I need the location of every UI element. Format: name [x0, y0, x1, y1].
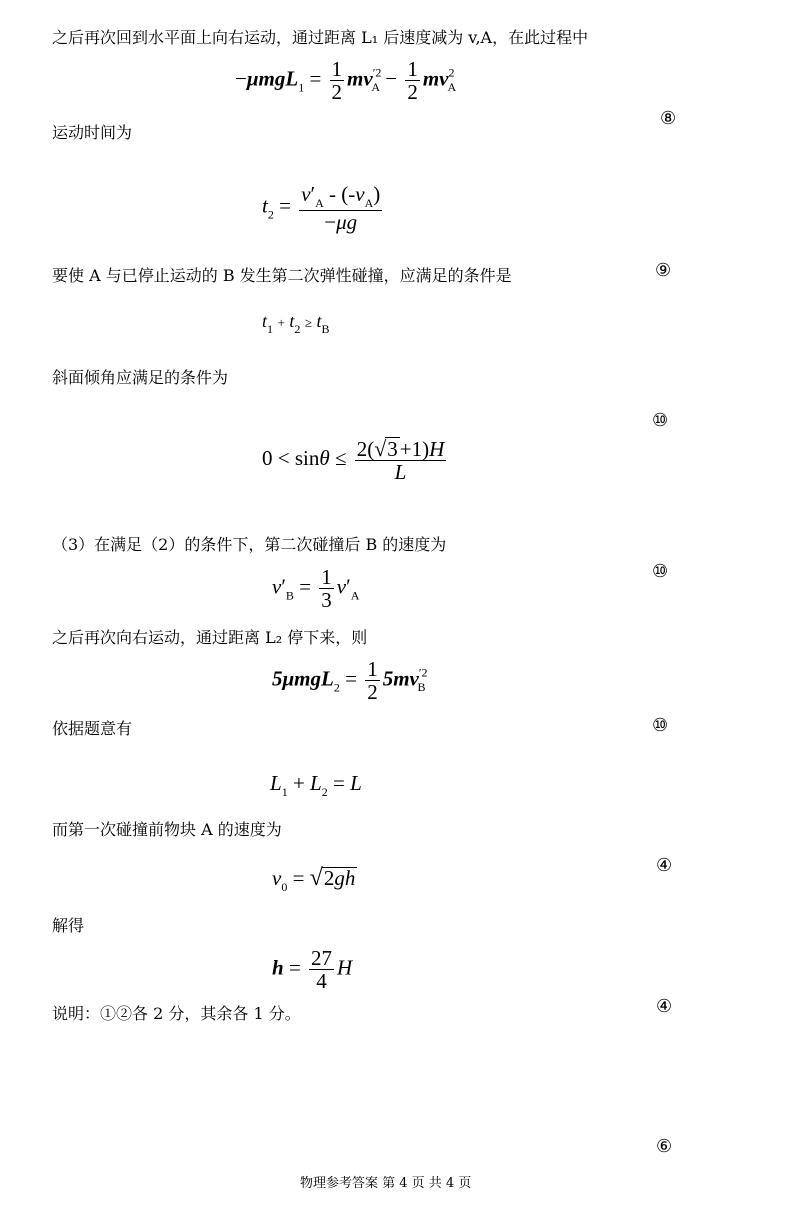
marker-4b: ④ [656, 996, 673, 1017]
text-line-3: 要使 A 与已停止运动的 B 发生第二次弹性碰撞，应满足的条件是 [52, 266, 512, 285]
marker-8: ⑧ [660, 108, 677, 129]
equation-4: 0 < sinθ ≤ $\frac{2(√3+1)H}{L}$ [262, 436, 445, 485]
marker-10a: ⑩ [652, 410, 669, 431]
equation-9: h = $\frac{27}{4}$ H [272, 946, 353, 994]
text-line-7: 依据题意有 [52, 719, 133, 738]
page-footer: 物理参考答案 第 4 页 共 4 页 [300, 1176, 472, 1191]
text-line-5: （3）在满足（2）的条件下，第二次碰撞后 B 的速度为 [52, 535, 447, 554]
equation-6: 5μmgL$_2$ = $\frac{1}{2}$ $5mv^{'2}_B$ [272, 657, 428, 705]
text-line-6: 之后再次向右运动，通过距离 L₂ 停下来，则 [52, 628, 368, 647]
equation-8: $v_0 = √2gh$ [272, 865, 356, 894]
equation-5: $v'_B$ = $\frac{1}{3}$ $v'_A$ [272, 565, 360, 613]
equation-3: $t_1 + t_2 \ge t_B$ [262, 311, 330, 336]
text-line-10: 说明：①②各 2 分，其余各 1 分。 [52, 1004, 301, 1023]
text-line-4: 斜面倾角应满足的条件为 [52, 368, 229, 387]
text-line-2: 运动时间为 [52, 123, 133, 142]
marker-9: ⑨ [655, 260, 672, 281]
marker-10b: ⑩ [652, 561, 669, 582]
text-line-1: 之后再次回到水平面上向右运动，通过距离 L₁ 后速度减为 v,A，在此过程中 [52, 28, 589, 47]
marker-6: ⑥ [656, 1136, 673, 1157]
marker-4a: ④ [656, 855, 673, 876]
text-line-9: 解得 [52, 916, 85, 935]
equation-7: $L_1 + L_2 = L$ [270, 771, 362, 799]
equation-1: −μmgL$_1$ = $\frac{1}{2}$ $mv^{'2}_A$ − $\frac{1}{2}$ $mv^2_A$ [235, 57, 457, 105]
equation-2: $t_2$ = $\frac{v'_A - (-v_A)}{-\mu g}$ [262, 182, 381, 234]
text-line-8: 而第一次碰撞前物块 A 的速度为 [52, 820, 282, 839]
marker-10c: ⑩ [652, 715, 669, 736]
